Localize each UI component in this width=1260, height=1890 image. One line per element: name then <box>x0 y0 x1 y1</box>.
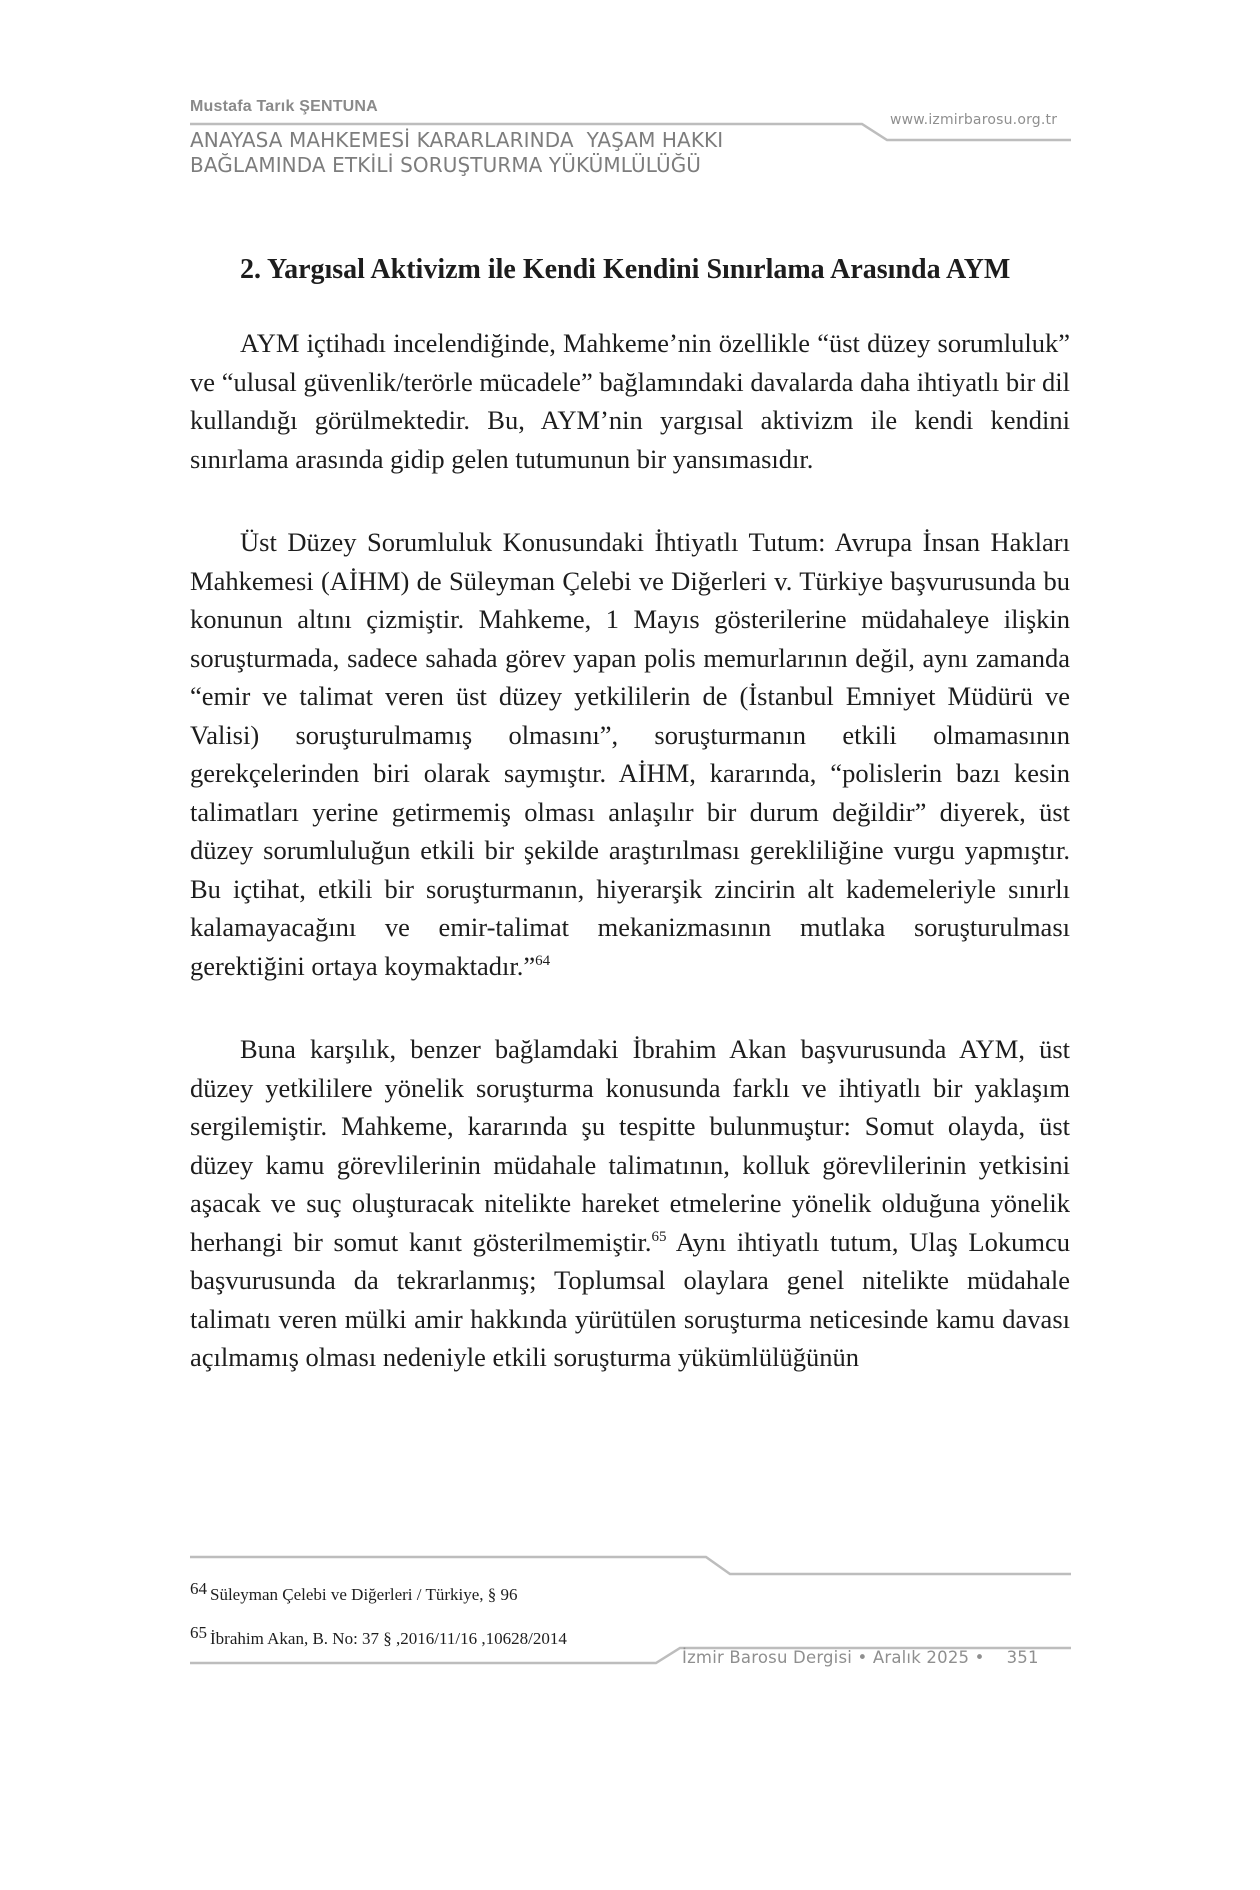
paragraph-text: AYM içtihadı incelendiğinde, Mahkeme’nin özellikle “üst düzey sorumluluk” ve “ulusal güvenlik/terörle mücadele” bağlamındaki davalarda daha ihtiyatlı bir dil kullandığı görülmektedir. Bu, AYM’nin yargısal aktivizm ile kendi kendini sınırlama arasında gidip gelen tutumunun bir yansımasıdır. <box>190 328 1070 474</box>
footnote-separator <box>190 1557 1071 1574</box>
footnote-ref-64[interactable]: 64 <box>535 952 551 969</box>
page-footer <box>682 1648 1039 1667</box>
paragraph-1 <box>190 324 1070 478</box>
article-title-line-1: ANAYASA MAHKEMESİ KARARLARINDA YAŞAM HAKKI <box>190 128 724 152</box>
footnote-number: 65 <box>190 1623 207 1642</box>
paragraph-2 <box>190 523 1070 985</box>
paragraph-3 <box>190 1030 1070 1377</box>
footnote-text: İbrahim Akan, B. No: 37 § ,2016/11/16 ,10628/2014 <box>210 1629 567 1648</box>
article-title-line-2: BAĞLAMINDA ETKİLİ SORUŞTURMA YÜKÜMLÜLÜĞÜ <box>190 153 702 177</box>
footnote-text: Süleyman Çelebi ve Diğerleri / Türkiye, § 96 <box>210 1585 518 1604</box>
website-url[interactable]: www.izmirbarosu.org.tr <box>890 112 1058 128</box>
paragraph-text-continued: Aynı ihtiyatlı tutum, Ulaş Lokumcu başvurusunda da tekrarlanmış; Toplumsal olaylara genel nitelikte müdahale talimatı veren mülki amir hakkında yürütülen soruşturma neticesinde kamu davası açılmamış olması nedeniyle etkili soruşturma yükümlülüğünün <box>190 1226 1070 1372</box>
paragraph-text: Üst Düzey Sorumluluk Konusundaki İhtiyatlı Tutum: Avrupa İnsan Hakları Mahkemesi (AİHM) de Süleyman Çelebi ve Diğerleri v. Türkiye başvurusunda bu konunun altını çizmiştir. Mahkeme, 1 Mayıs gösterilerine müdahaleye ilişkin soruşturmada, sadece sahada görev yapan polis memurlarının değil, aynı zamanda “emir ve talimat veren üst düzey yetkililerin de (İstanbul Emniyet Müdürü ve Valisi) soruşturulmamış olmasını”, soruşturmanın etkili olmamasının gerekçelerinden biri olarak saymıştır. AİHM, kararında, “polislerin bazı kesin talimatları yerine getirmemiş olması anlaşılır bir durum değildir” diyerek, üst düzey sorumluluğun etkili bir şekilde araştırılması gerekliliğine vurgu yapmıştır. Bu içtihat, etkili bir soruşturmanın, hiyerarşik zincirin alt kademeleriyle sınırlı kalamayacağını ve emir-talimat mekanizmasının mutlaka soruşturulması gerektiğini ortaya koymaktadır.” <box>190 527 1070 981</box>
article-title <box>190 128 723 178</box>
journal-name: İzmir Barosu Dergisi • Aralık 2025 • <box>682 1648 985 1667</box>
footnote-ref-65[interactable]: 65 <box>651 1228 667 1245</box>
page-number: 351 <box>1006 1648 1039 1667</box>
author-name: Mustafa Tarık ŞENTUNA <box>190 98 378 115</box>
footnote-number: 64 <box>190 1579 207 1598</box>
footnote-65 <box>190 1622 1070 1650</box>
section-heading: 2. Yargısal Aktivizm ile Kendi Kendini Sınırlama Arasında AYM <box>240 254 1011 285</box>
main-content <box>190 250 1070 1422</box>
footnote-64 <box>190 1578 1070 1606</box>
paragraph-text: Buna karşılık, benzer bağlamdaki İbrahim Akan başvurusunda AYM, üst düzey yetkililere yönelik soruşturma konusunda farklı ve ihtiyatlı bir yaklaşım sergilemiştir. Mahkeme, kararında şu tespitte bulunmuştur: Somut olayda, üst düzey kamu görevlilerinin müdahale talimatının, kolluk görevlilerinin yetkisini aşacak ve suç oluşturacak nitelikte hareket etmelerine yönelik olduğuna yönelik herhangi bir somut kanıt gösterilmemiştir. <box>190 1034 1070 1257</box>
